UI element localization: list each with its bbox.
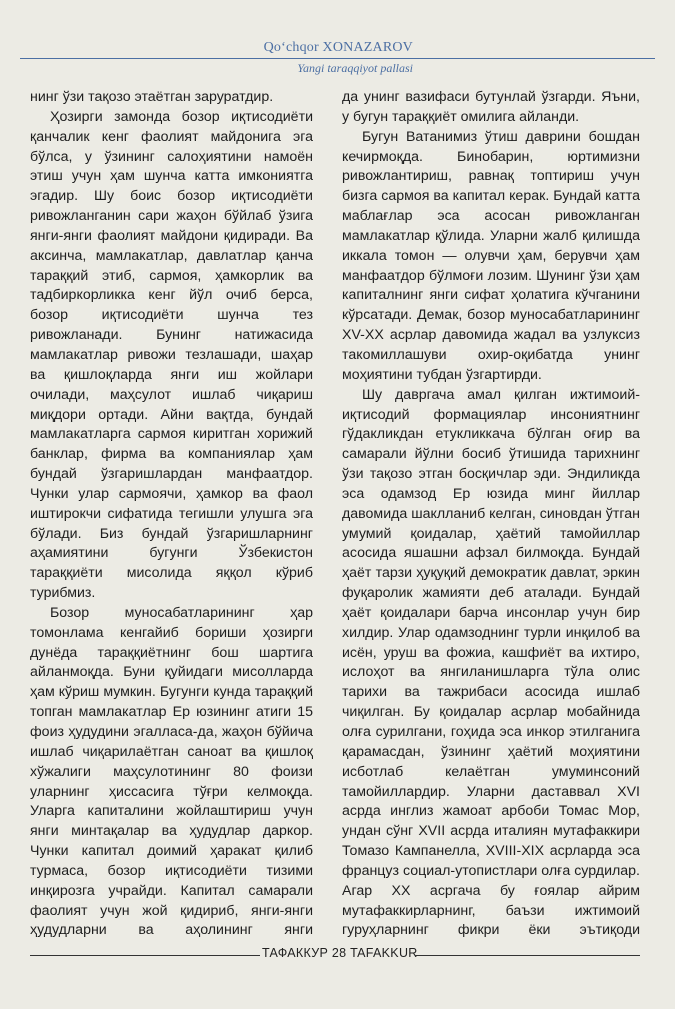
paragraph: Шу давргача амал қилган ижтимоий-иқтисодий формациялар инсониятнинг гўдакликдан етукликкача бўлган оғир ва самарали йўлни босиб ўтишида тарихнинг ўзи тақозо этган босқичлар эди. Эндиликда эса одамзод Ер юзида минг йиллар давомида шаклланиб келган, синовдан ўтган умумий қоидалар, ҳаётий тамойиллар асосида яшашни афзал билмоқда. Бундай ҳаёт тарзи ҳуқуқий демократик давлат, эркин фуқаролик жамияти деб аталади. Бундай ҳаёт қоидалари барча инсонлар учун бир хилдир. Улар одамзоднинг турли инқилоб ва исён, уруш ва фожиа, кашфиёт ва ихтиро, ислоҳот ва янгиланишларга тўла олис тарихи ва тажрибаси асосида ишлаб чиқилган. Бу қоидалар асрлар мобайнида олға сурилгани, гоҳида эса инкор этилганига қарамасдан, ўзининг ҳаётий моҳиятини исботлаб келаётган умуминсоний тамойиллардир. Уларни даставвал XVI асрда инглиз жамоат арбоби Томас Мор, ундан сўнг XVII асрда италиян мутафаккири Томазо Кампанелла, XVIII-XIX асрларда эса француз социал-утопистлари олға сурдилар. Агар XX асргача бу ғоялар айрим мутафаккирларнинг, баъзи ижтимоий гуруҳларнинг фикри ёки эътиқоди (342, 386, 640, 938)
left-text-column (30, 88, 313, 938)
paragraph: да унинг вазифаси бутунлай ўзгарди. Яъни, у бугун тараққиёт омилига айланди. (342, 89, 640, 125)
paragraph: Бугун Ватанимиз ўтиш даврини бошдан кечирмоқда. Бинобарин, юртимизни ривожлантириш, равнақ топтириш учун бизга сармоя ва капитал керак. Бундай катта маблағлар эса асосан ривожланган мамлакатлар қўлида. Уларни жалб қилишда иккала томон — олувчи ҳам, берувчи ҳам манфаатдор бўлмоғи лозим. Шунинг ўзи ҳам капиталнинг янги сифат ҳолатига кўчганини кўрсатади. Демак, бозор муносабатларининг XV-XX асрлар давомида жадал ва узлуксиз такомиллашуви охир-оқибатда унинг моҳиятини тубдан ўзгартирди. (342, 128, 640, 383)
paragraph: Ҳозирги замонда бозор иқтисодиёти қанчалик кенг фаолият майдонига эга бўлса, у ўзининг салоҳиятини намоён этиш учун ҳам шунча катта имкониятга эгадир. Шу боис бозор иқтисодиёти ривожланганин сари жаҳон бўйлаб ўзига янги-янги фаолият майдони қидиради. Ва аксинча, мамлакатлар, давлатлар қанча тараққий этиб, сармоя, ҳамкорлик ва тадбиркорликка кенг йўл очиб берса, бозор иқтисодиёти шунча тез ривожланади. Бунинг натижасида мамлакатлар ривожи тезлашади, шаҳар ва қишлоқларда янги иш жойлари очилади, маҳсулот ишлаб чиқариш миқдори ортади. Айни вақтда, бундай мамлакатларга сармоя киритган хорижий банклар, фирма ва компаниялар ҳам бундай ўзгаришлардан манфаатдор. Чунки улар сармоячи, ҳамкор ва фаол иштирокчи сифатида тегишли улушга эга бўлади. Биз бундай ўзгаришларнинг аҳамиятини бугунги Ўзбекистон тараққиёти мисолида яққол кўриб турибмиз. (30, 108, 313, 602)
footer-page-label: ТАФАККУР 28 TAFAKKUR (262, 946, 418, 960)
page-footer (0, 946, 675, 966)
paragraph: нинг ўзи тақозо этаётган заруратдир. (30, 89, 274, 105)
paragraph: Бозор муносабатларининг ҳар томонлама кенгайиб бориши ҳозирги дунёда тараққиётнинг бош шартига айланмоқда. Буни қуйидаги мисолларда ҳам кўриш мумкин. Бугунги кунда тараққий топган мамлакатлар Ер юзининг атиги 15 фоиз ҳудудини эгалласа-да, жаҳон бўйича ишлаб чиқарилаётган саноат ва қишлоқ хўжалиги маҳсулотининг 80 фоизи уларнинг ҳиссасига тўғри келмоқда. Уларга капиталини жойлаштириш учун янги минтақалар ва ҳудудлар даркор. Чунки капитал доимий ҳаракат қилиб турмаса, бозор иқтисодиёти тизими инқирозга учрайди. Капитал самарали фаолият учун жой қидириб, янги-янги ҳудудларни ва аҳолининг янги (30, 604, 313, 938)
header-author: Qo‘chqor XONAZAROV (263, 40, 413, 55)
running-header (0, 40, 675, 80)
footer-divider-right (415, 955, 640, 956)
right-text-column (342, 88, 640, 938)
header-article-title: Yangi taraqqiyot pallasi (297, 61, 413, 75)
header-divider (20, 58, 655, 59)
footer-divider-left (30, 955, 260, 956)
